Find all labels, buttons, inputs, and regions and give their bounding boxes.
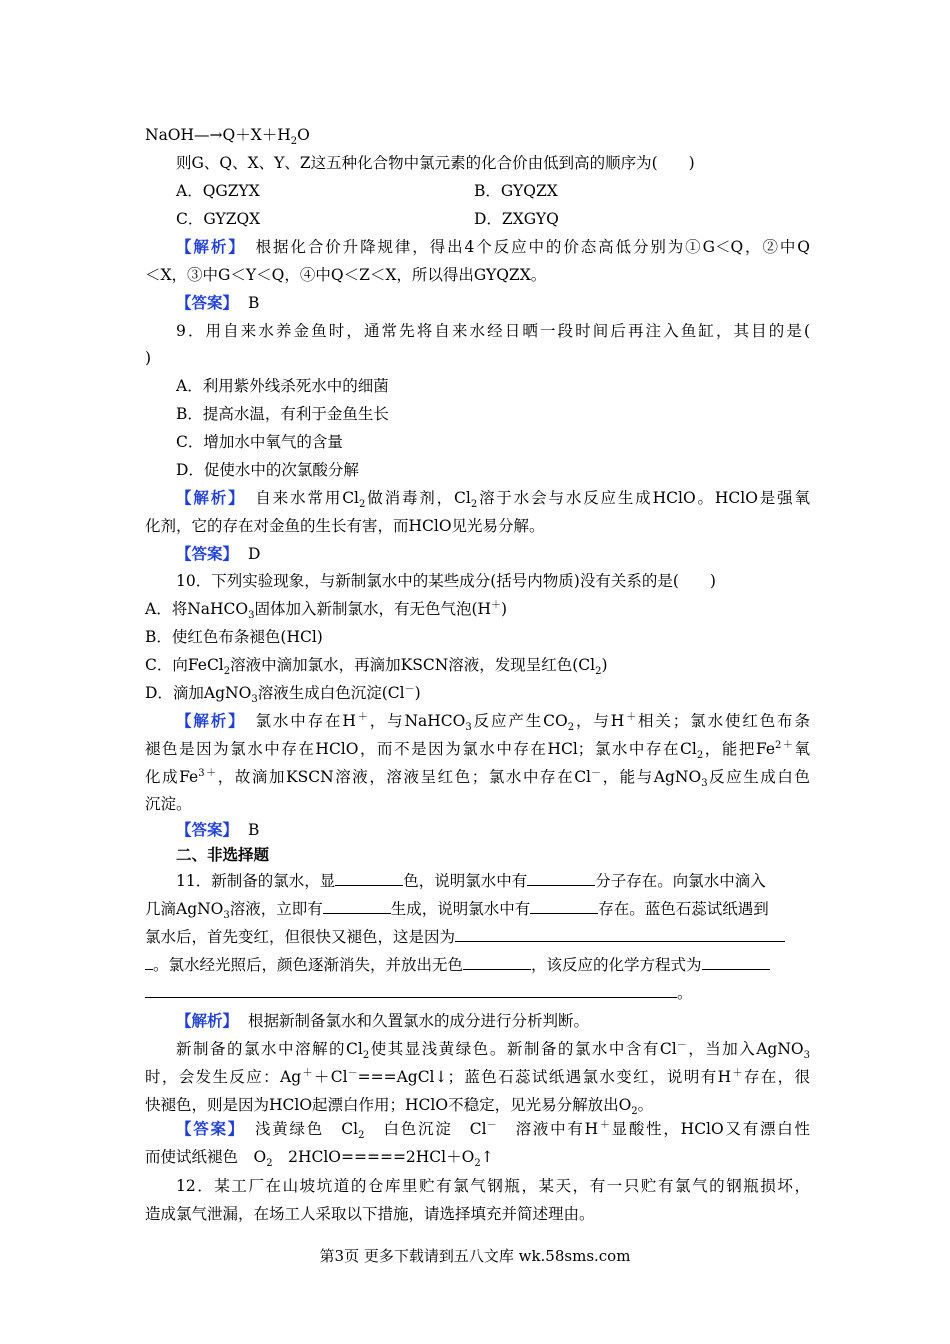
q11-line2: 几滴AgNO$_3$溶液，立即有 生成，说明氯水中有 存在。蓝色石蕊试纸遇到 xyxy=(145,900,769,922)
q10-option-a: A．将NaHCO$_3$固体加入新制氯水，有无色气泡(H＋) xyxy=(145,599,508,622)
q8-formula: $NaOH—\to Q+X+H_2O$ xyxy=(145,126,310,148)
q11-explain-line3: 快褪色，则是因为HClO起漂白作用；HClO不稳定，见光易分解放出$O_2$。 xyxy=(145,1096,654,1118)
q9-stem: 9．用自来水养金鱼时，通常先将自来水经日晒一段时间后再注入鱼缸，其目的是( xyxy=(176,322,810,340)
q9-option-c: C．增加水中氧气的含量 xyxy=(176,433,343,451)
q9-option-a: A．利用紫外线杀死水中的细菌 xyxy=(176,377,389,395)
blank-color[interactable] xyxy=(335,871,403,886)
section-heading: 二、非选择题 xyxy=(176,845,270,864)
blank-precipitate[interactable] xyxy=(323,899,391,914)
q11-answer: 【答案】 浅黄绿色 $Cl_2$ 白色沉淀 Cl－ 溶液中有H＋显酸性，HClO又有漂白性 xyxy=(176,1119,810,1142)
q10-analysis: 【解析】 氯水中存在H＋，与NaHCO$_3$反应产生$CO_2$，与H＋相关；氯水使红色布条 xyxy=(176,711,810,734)
q11-line5: 。 xyxy=(145,983,810,1003)
q11-line3: 氯水后，首先变红，但很快又褪色，这是因为 xyxy=(145,927,810,947)
q9-analysis: 【解析】 自来水常用$Cl_2$做消毒剂，$Cl_2$溶于水会与水反应生成HClO。HClO是强氧 xyxy=(176,488,810,511)
q11-explain-line1: 新制备的氯水中溶解的$Cl_2$使其显浅黄绿色。新制备的氯水中含有Cl－，当加入AgNO$_3$ xyxy=(176,1039,810,1062)
q9-answer: 【答案】 D xyxy=(176,544,261,563)
blank-equation-cont[interactable] xyxy=(145,983,677,998)
page-footer: 第3页 更多下载请到五八文库 wk.58sms.com xyxy=(319,1247,631,1265)
blank-equation[interactable] xyxy=(702,955,770,970)
q10-option-c: C．向FeCl$_2$溶液中滴加氯水，再滴加KSCN溶液，发现呈红色$(Cl_2)$ xyxy=(145,656,608,678)
q11-explain-line2: 时，会发生反应：Ag＋＋Cl－===AgCl↓；蓝色石蕊试纸遇氯水变红，说明有H＋存在，很 xyxy=(145,1067,810,1086)
q10-option-b: B．使红色布条褪色(HCl) xyxy=(145,628,323,646)
blank-reason-end[interactable] xyxy=(145,955,153,970)
q10-answer: 【答案】 B xyxy=(176,820,260,839)
q8-option-a: A．QGZYX xyxy=(176,182,260,200)
q9-option-d: D．促使水中的次氯酸分解 xyxy=(176,461,359,479)
q10-stem: 10．下列实验现象，与新制氯水中的某些成分(括号内物质)没有关系的是( ) xyxy=(176,572,716,590)
q11-line4: 。氯水经光照后，颜色逐渐消失，并放出无色 ，该反应的化学方程式为 xyxy=(145,955,810,975)
blank-reason[interactable] xyxy=(455,927,785,942)
q8-question: 则G、Q、X、Y、Z这五种化合物中氯元素的化合价由低到高的顺序为( ) xyxy=(176,154,695,172)
q8-answer: 【答案】 B xyxy=(176,293,260,312)
q12-stem-cont: 造成氯气泄漏，在场工人采取以下措施，请选择填充并简述理由。 xyxy=(145,1205,595,1223)
q8-analysis-cont: ＜X，③中G＜Y＜Q，④中Q＜Z＜X，所以得出GYQZX。 xyxy=(145,266,547,284)
q8-analysis: 【解析】 根据化合价升降规律，得出4个反应中的价态高低分别为①G＜Q，②中Q xyxy=(176,237,810,256)
q8-option-b: B．GYQZX xyxy=(474,182,558,200)
q8-option-c: C．GYZQX xyxy=(176,210,261,228)
q10-analysis-line3: 化成$Fe^{3+}$，故滴加KSCN溶液，溶液呈红色；氯水中存在Cl－，能与AgNO$_3$反应生成白色 xyxy=(145,767,810,790)
q11-line1: 11．新制备的氯水，显 色，说明氯水中有 分子存在。向氯水中滴入 xyxy=(176,872,766,890)
q11-analysis: 【解析】 根据新制备氯水和久置氯水的成分进行分析判断。 xyxy=(176,1011,590,1030)
q8-option-d: D．ZXGYQ xyxy=(474,210,559,228)
blank-ion[interactable] xyxy=(530,899,598,914)
q9-option-b: B．提高水温，有利于金鱼生长 xyxy=(176,405,389,423)
q9-stem-cont: ) xyxy=(145,349,152,367)
q10-analysis-line2: 褪色是因为氯水中存在HClO，而不是因为氯水中存在HCl；氯水中存在$Cl_2$，能把$Fe^{2+}$氧 xyxy=(145,739,810,762)
q12-stem: 12．某工厂在山坡坑道的仓库里贮有氯气钢瓶，某天，有一只贮有氯气的钢瓶损坏， xyxy=(176,1177,810,1195)
blank-gas[interactable] xyxy=(463,955,531,970)
blank-molecule[interactable] xyxy=(527,871,595,886)
q11-answer-cont: 而使试纸褪色 $O_2$ $2HClO=====2HCl+O_2↑$ xyxy=(145,1148,494,1170)
q10-option-d: D．滴加AgNO$_3$溶液生成白色沉淀(Cl－) xyxy=(145,683,421,706)
q9-analysis-cont: 化剂，它的存在对金鱼的生长有害，而HClO见光易分解。 xyxy=(145,517,545,535)
q10-analysis-line4: 沉淀。 xyxy=(145,795,192,813)
